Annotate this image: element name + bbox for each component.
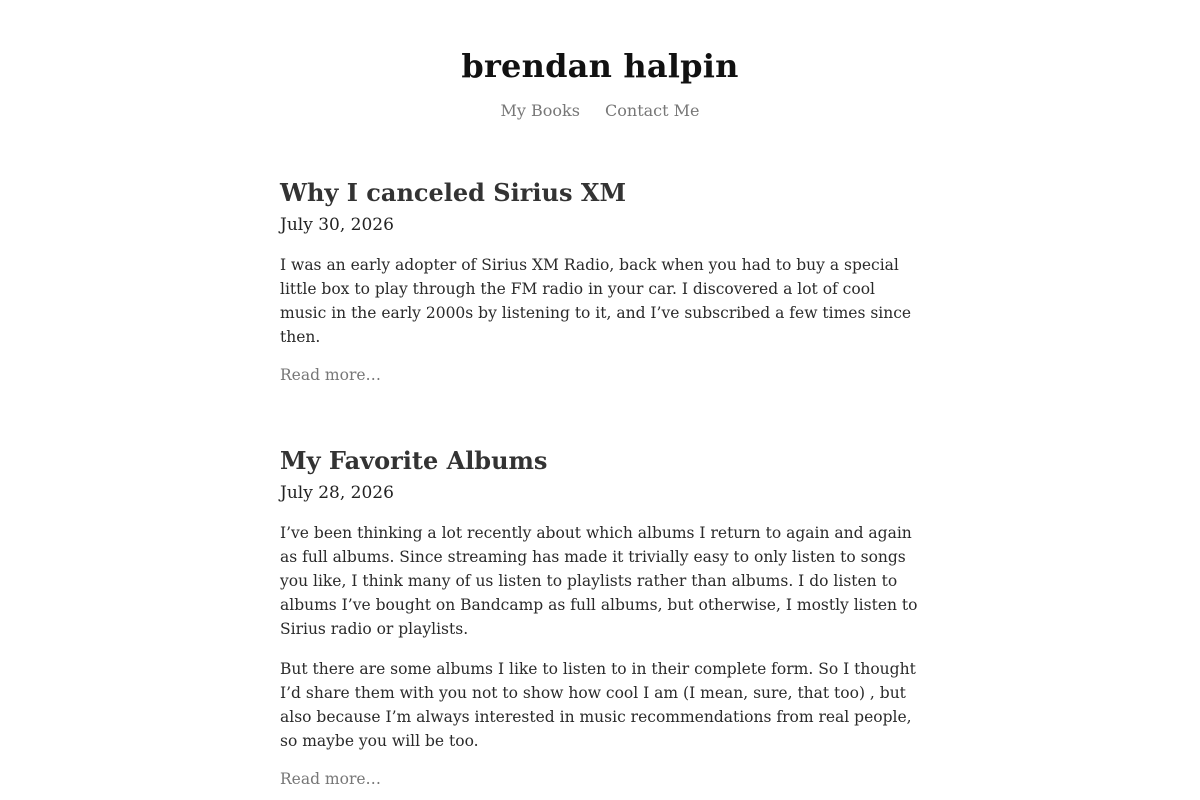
nav-link-contact-me[interactable]: Contact Me <box>605 101 700 120</box>
post-paragraph: I’ve been thinking a lot recently about which albums I return to again and again as full albums. Since streaming has made it trivially easy to only listen to songs you like, I think many of us listen to playlists rather than albums. I do listen to albums I’ve bought on Bandcamp as full albums, but otherwise, I mostly listen to Sirius radio or playlists. <box>280 524 918 638</box>
site-nav <box>0 99 1200 123</box>
post-favorite-albums <box>280 445 920 791</box>
post-paragraph: But there are some albums I like to listen to in their complete form. So I thought I’d share them with you not to show how cool I am (I mean, sure, that too) , but also because I’m always interested in music recommendations from real people, so maybe you will be too. <box>280 660 916 750</box>
post-sirius-xm <box>280 177 920 387</box>
post-title[interactable]: Why I canceled Sirius XM <box>280 178 627 207</box>
post-excerpt <box>280 521 920 753</box>
read-more-link[interactable]: Read more… <box>280 366 382 384</box>
post-date: July 28, 2026 <box>280 483 394 503</box>
post-title[interactable]: My Favorite Albums <box>280 446 548 475</box>
site-header <box>0 0 1200 123</box>
read-more-link[interactable]: Read more… <box>280 770 382 788</box>
post-list <box>280 123 920 791</box>
post-paragraph: I was an early adopter of Sirius XM Radio, back when you had to buy a special little box to play through the FM radio in your car. I discovered a lot of cool music in the early 2000s by listening to it, and I’ve subscribed a few times since then. <box>280 256 912 346</box>
post-excerpt <box>280 253 920 349</box>
post-date: July 30, 2026 <box>280 215 394 235</box>
nav-link-my-books[interactable]: My Books <box>500 101 580 120</box>
site-title[interactable]: brendan halpin <box>461 47 739 85</box>
